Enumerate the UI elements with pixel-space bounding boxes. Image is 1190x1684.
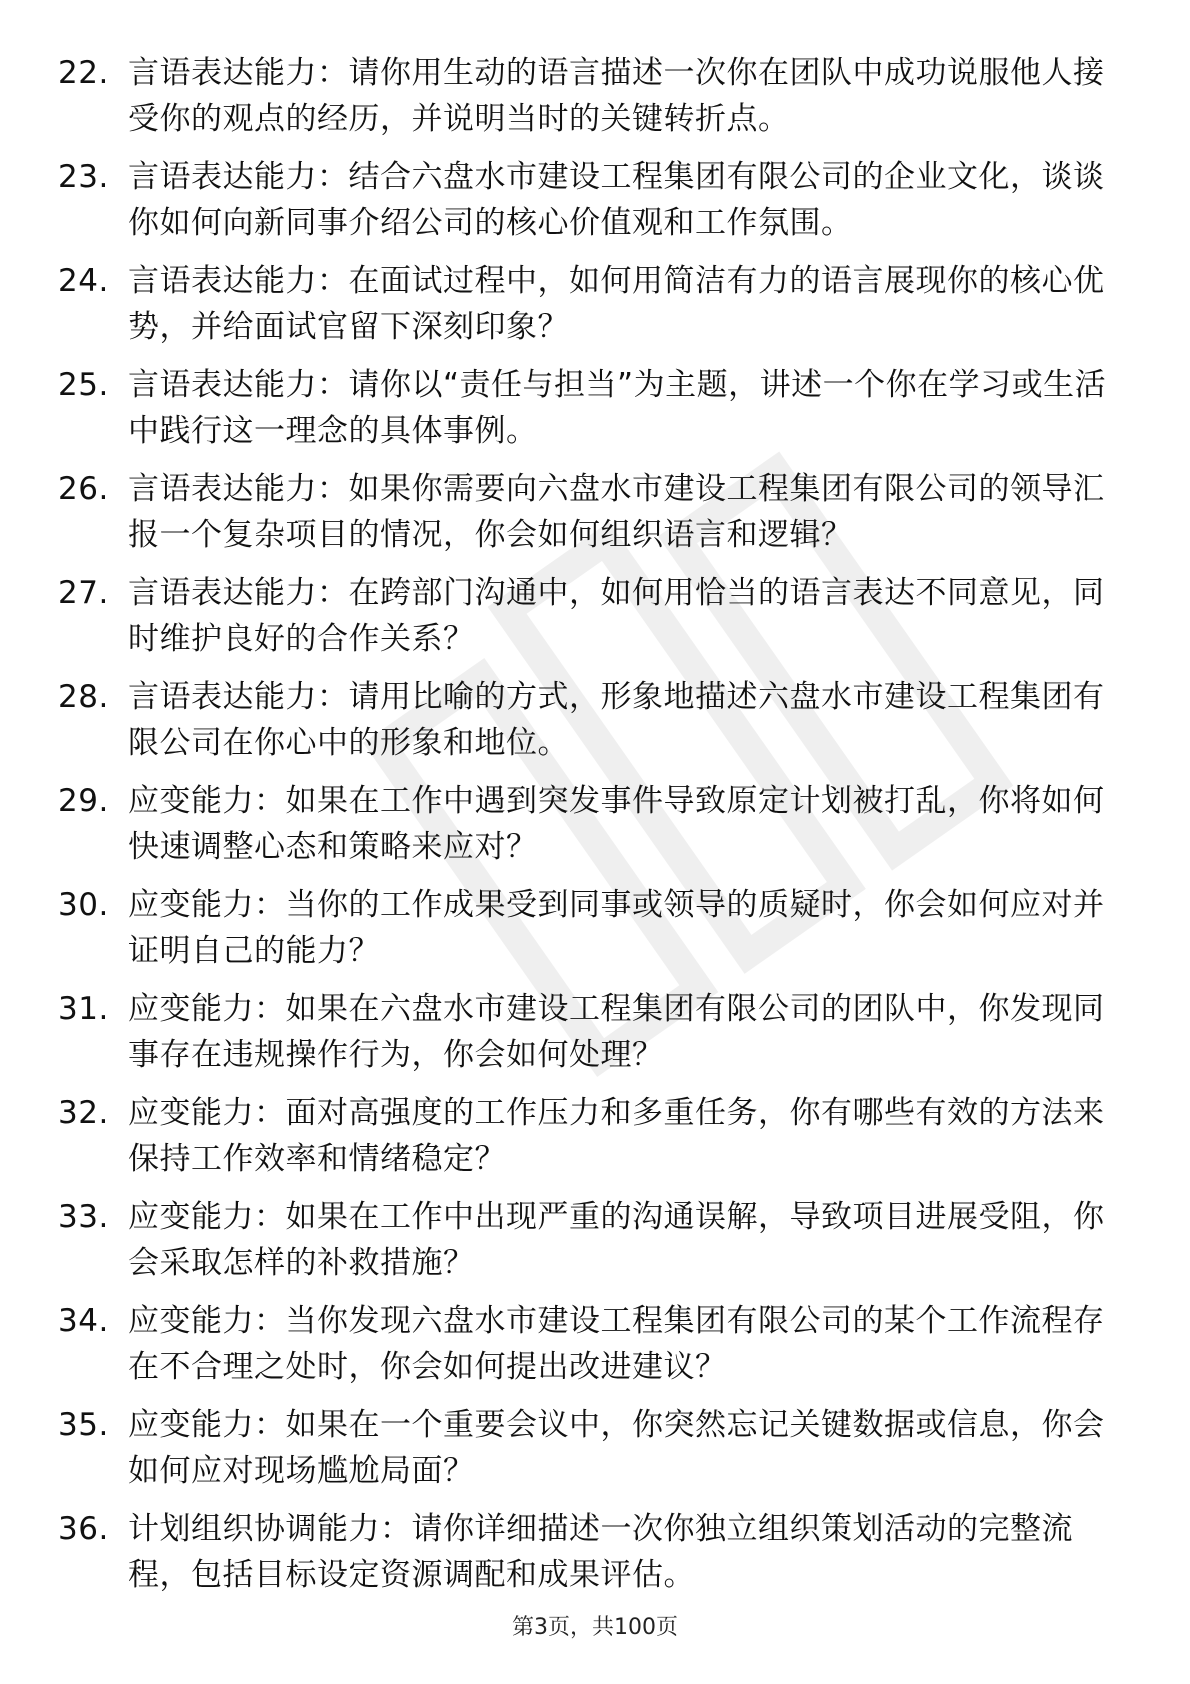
question-text: 言语表达能力：在跨部门沟通中，如何用恰当的语言表达不同意见，同时维护良好的合作关系？ [128, 575, 1105, 657]
question-number: 28. [58, 679, 109, 715]
question-item [58, 258, 1128, 362]
question-text: 应变能力：当你的工作成果受到同事或领导的质疑时，你会如何应对并证明自己的能力？ [128, 887, 1105, 969]
page-footer: 第3页，共100页 [512, 1615, 678, 1640]
question-text: 应变能力：如果在六盘水市建设工程集团有限公司的团队中，你发现同事存在违规操作行为，你会如何处理？ [128, 991, 1105, 1073]
question-item [58, 1298, 1128, 1402]
question-item [58, 882, 1128, 986]
question-number: 23. [58, 159, 109, 195]
question-list [58, 50, 1128, 1610]
question-item [58, 1506, 1128, 1610]
question-number: 29. [58, 783, 109, 819]
question-number: 33. [58, 1199, 109, 1235]
question-item [58, 1402, 1128, 1506]
question-text: 言语表达能力：请用比喻的方式，形象地描述六盘水市建设工程集团有限公司在你心中的形象和地位。 [128, 679, 1105, 761]
question-item [58, 1194, 1128, 1298]
question-text: 言语表达能力：请你用生动的语言描述一次你在团队中成功说服他人接受你的观点的经历，并说明当时的关键转折点。 [128, 55, 1105, 137]
question-number: 24. [58, 263, 109, 299]
question-text: 应变能力：当你发现六盘水市建设工程集团有限公司的某个工作流程存在不合理之处时，你会如何提出改进建议？ [128, 1303, 1105, 1385]
question-text: 言语表达能力：如果你需要向六盘水市建设工程集团有限公司的领导汇报一个复杂项目的情况，你会如何组织语言和逻辑？ [128, 471, 1105, 553]
question-item [58, 466, 1128, 570]
question-number: 32. [58, 1095, 109, 1131]
question-number: 27. [58, 575, 109, 611]
question-text: 言语表达能力：请你以“责任与担当”为主题，讲述一个你在学习或生活中践行这一理念的具体事例。 [128, 367, 1107, 449]
question-text: 应变能力：面对高强度的工作压力和多重任务，你有哪些有效的方法来保持工作效率和情绪稳定？ [128, 1095, 1105, 1177]
question-text: 言语表达能力：在面试过程中，如何用简洁有力的语言展现你的核心优势，并给面试官留下深刻印象？ [128, 263, 1105, 345]
question-text: 计划组织协调能力：请你详细描述一次你独立组织策划活动的完整流程，包括目标设定资源调配和成果评估。 [128, 1511, 1073, 1593]
question-item [58, 778, 1128, 882]
question-item [58, 362, 1128, 466]
question-number: 35. [58, 1407, 109, 1443]
question-text: 应变能力：如果在工作中出现严重的沟通误解，导致项目进展受阻，你会采取怎样的补救措施？ [128, 1199, 1105, 1281]
question-number: 34. [58, 1303, 109, 1339]
question-number: 22. [58, 55, 109, 91]
question-item [58, 674, 1128, 778]
question-item [58, 986, 1128, 1090]
question-number: 31. [58, 991, 109, 1027]
question-item [58, 1090, 1128, 1194]
question-item [58, 154, 1128, 258]
question-number: 26. [58, 471, 109, 507]
question-text: 应变能力：如果在工作中遇到突发事件导致原定计划被打乱，你将如何快速调整心态和策略来应对？ [128, 783, 1105, 865]
question-text: 言语表达能力：结合六盘水市建设工程集团有限公司的企业文化，谈谈你如何向新同事介绍公司的核心价值观和工作氛围。 [128, 159, 1105, 241]
question-number: 30. [58, 887, 109, 923]
question-number: 25. [58, 367, 109, 403]
question-item [58, 50, 1128, 154]
question-number: 36. [58, 1511, 109, 1547]
question-text: 应变能力：如果在一个重要会议中，你突然忘记关键数据或信息，你会如何应对现场尴尬局面？ [128, 1407, 1105, 1489]
question-item [58, 570, 1128, 674]
